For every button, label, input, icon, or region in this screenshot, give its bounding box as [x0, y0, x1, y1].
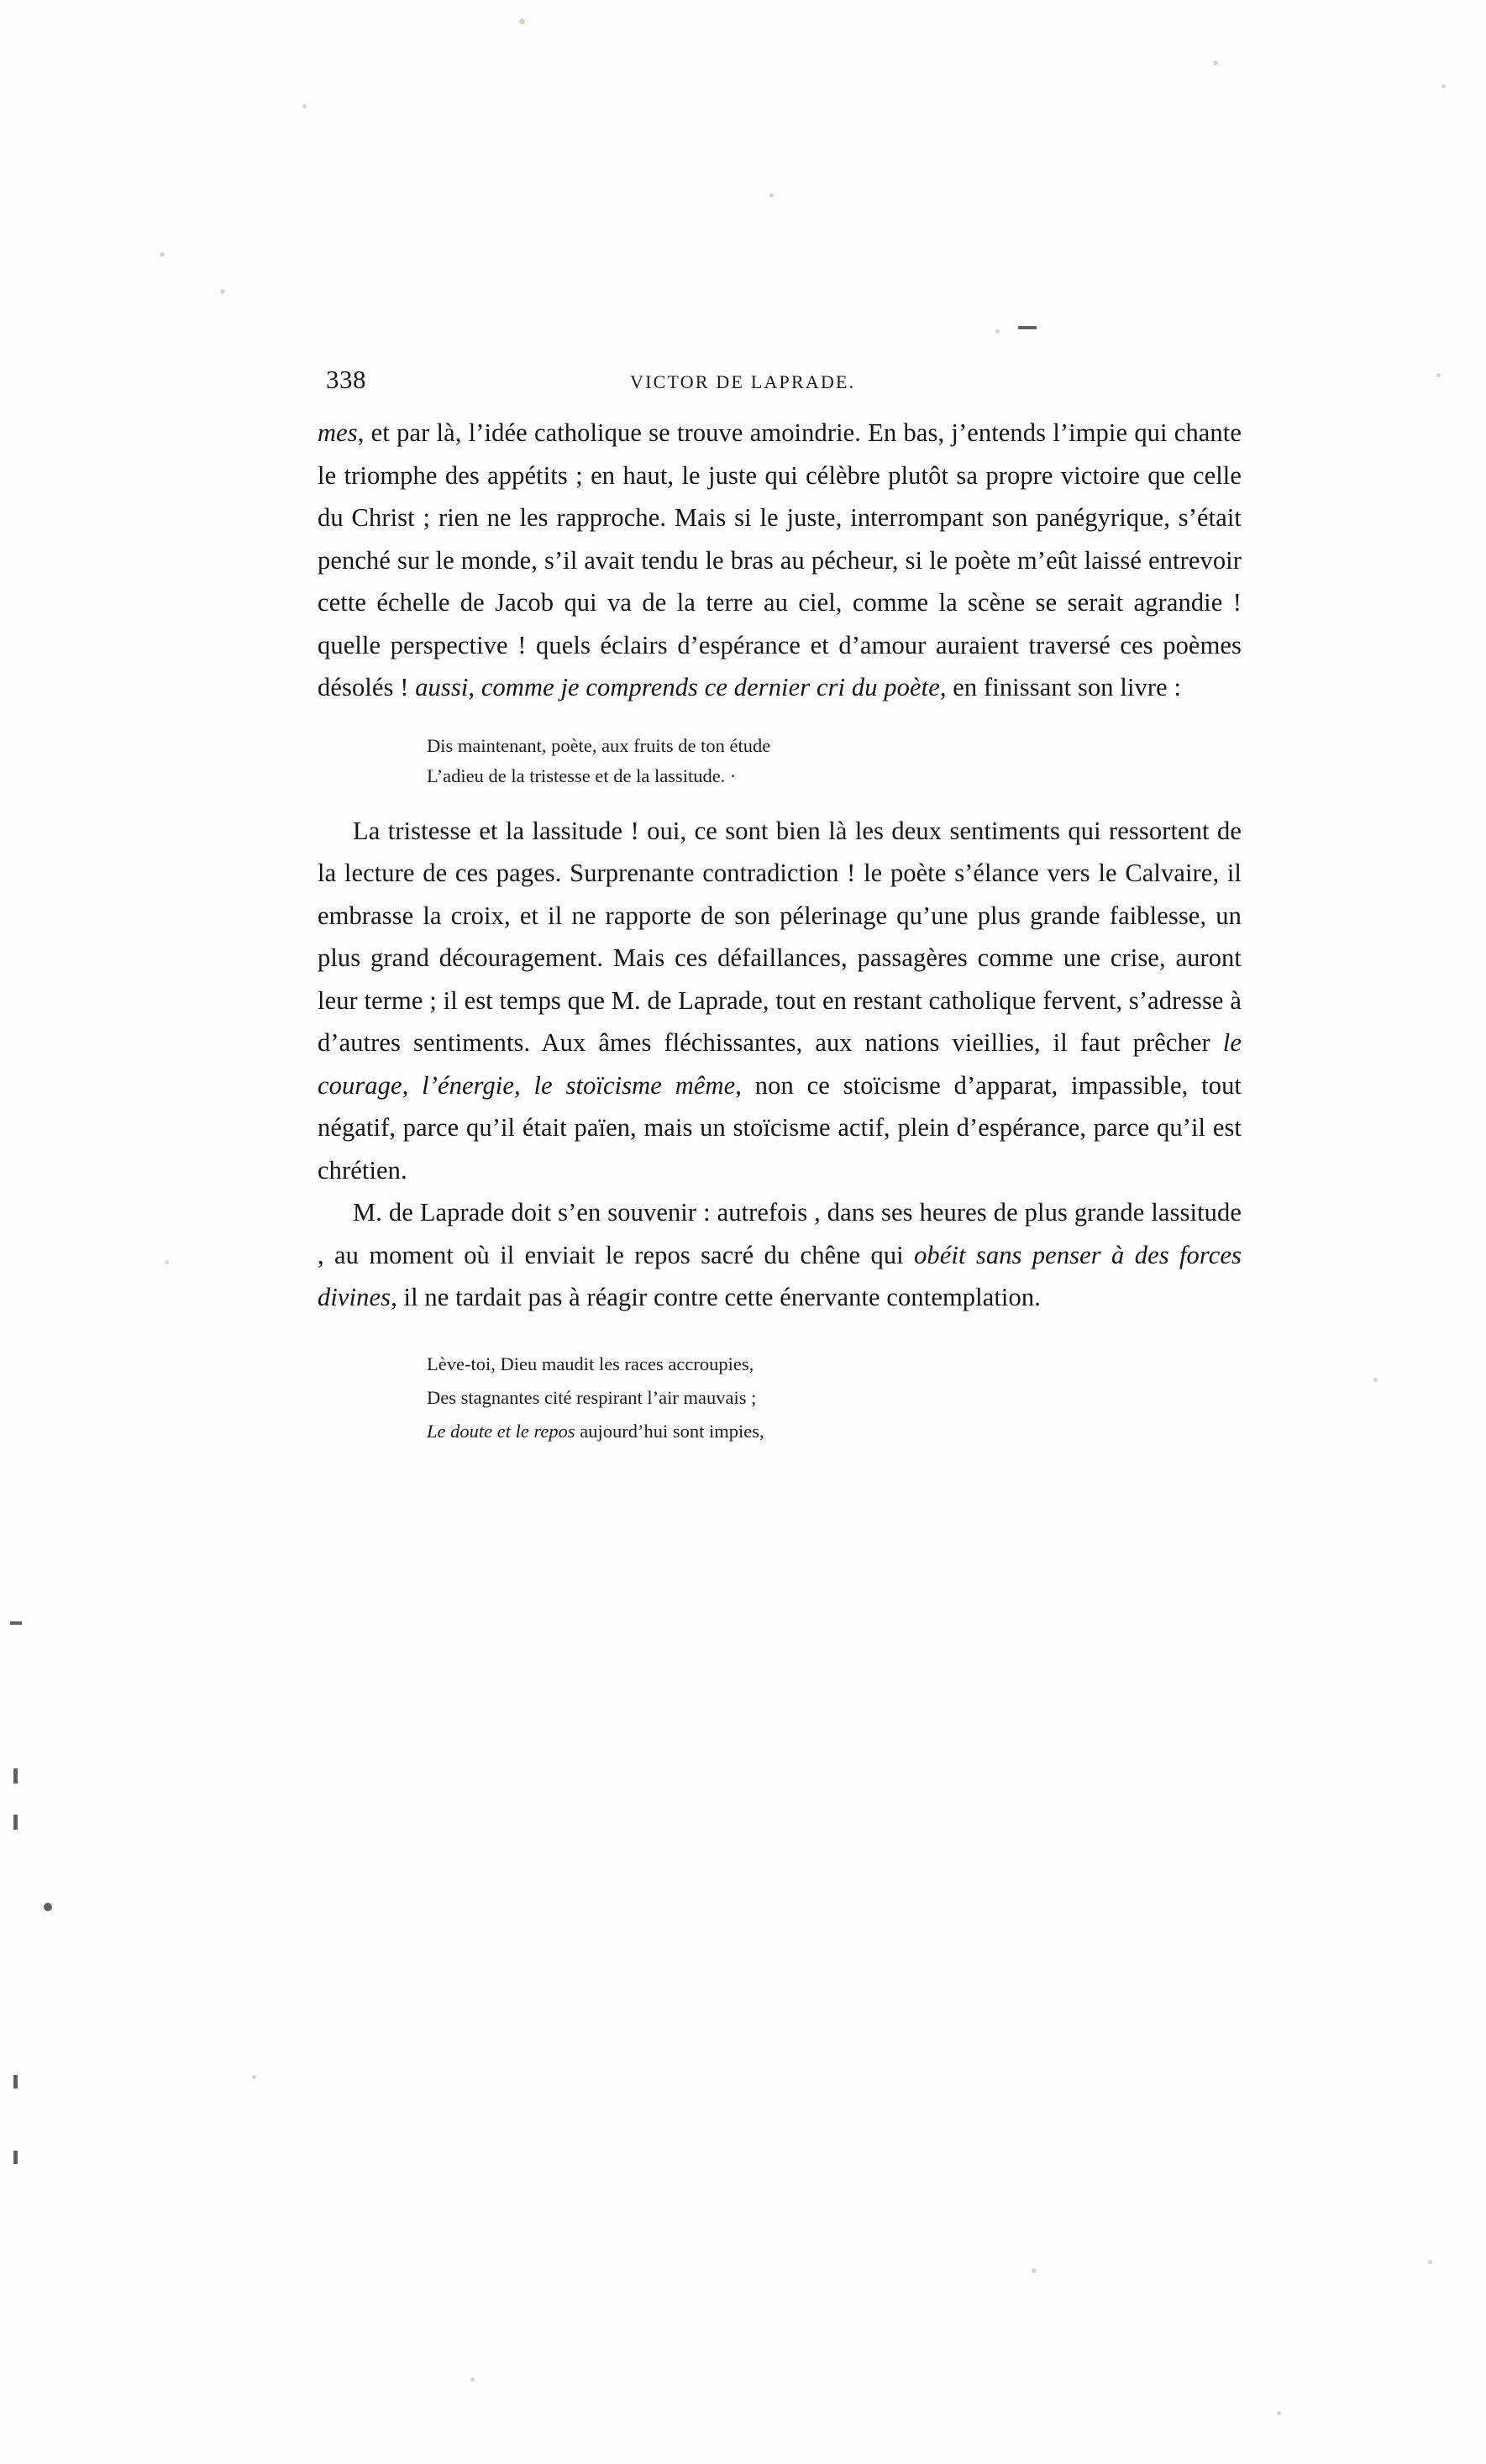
edge-mark	[13, 1768, 18, 1784]
edge-mark	[44, 1903, 52, 1911]
paragraph-2: La tristesse et la lassitude ! oui, ce sont bien là les deux sentiments qui ressortent de la lecture de ces pages. Surprenante contradiction ! le poète s’élance vers le Calvaire, il embrasse la croix, et il ne rapporte de son pélerinage qu’une plus grande faiblesse, un plus grand découragement. Mais ces défaillances, passagères comme une crise, auront leur terme ; il est temps que M. de Laprade, tout en restant catholique fervent, s’adresse à d’autres sentiments. Aux âmes fléchissantes, aux nations vieillies, il faut prêcher le courage, l’énergie, le stoïcisme même, non ce stoïcisme d’apparat, impassible, tout négatif, parce qu’il était païen, mais un stoïcisme actif, plein d’espérance, parce qu’il est chrétien.	[318, 816, 1242, 1185]
scan-speck	[160, 252, 165, 257]
edge-mark	[13, 2075, 18, 2088]
page-number: 338	[326, 365, 366, 394]
verse-quote-1	[318, 731, 1242, 791]
italic-phrase: Le doute et le repos	[427, 1420, 575, 1442]
italic-word: mes	[318, 418, 358, 447]
text-column	[318, 353, 1242, 1467]
scan-speck	[519, 18, 525, 24]
scan-speck	[1441, 84, 1446, 88]
scan-speck	[302, 104, 307, 108]
scan-speck	[1428, 2260, 1432, 2264]
scan-speck	[220, 289, 225, 294]
edge-mark	[10, 1621, 22, 1625]
scan-speck	[470, 2377, 475, 2382]
scan-speck	[995, 329, 1000, 334]
verse-line: L’adieu de la tristesse et de la lassitude. ·	[427, 764, 737, 786]
page-header	[318, 353, 1242, 412]
scan-speck	[1032, 2268, 1037, 2273]
italic-phrase: aussi, comme je comprends ce dernier cri du poète,	[415, 673, 947, 701]
scan-speck	[252, 2075, 256, 2079]
scan-speck	[769, 193, 774, 197]
scan-speck	[1213, 60, 1218, 66]
scan-speck	[1373, 1378, 1378, 1382]
edge-mark	[13, 2151, 18, 2164]
verse-quote-2	[318, 1348, 1242, 1448]
running-head: VICTOR DE LAPRADE.	[630, 371, 856, 392]
italic-phrase: obéit sans penser à des forces divines,	[318, 1240, 1242, 1311]
paragraph-1: mes, et par là, l’idée catholique se trouve amoindrie. En bas, j’entends l’impie qui chante le triomphe des appétits ; en haut, le juste qui célèbre plutôt sa propre victoire que celle du Christ ; rien ne les rapproche. Mais si le juste, interrompant son panégyrique, s’était penché sur le monde, s’il avait tendu le bras au pécheur, si le poète m’eût laissé entrevoir cette échelle de Jacob qui va de la terre au ciel, comme la scène se serait agrandie ! quelle perspective ! quels éclairs d’espérance et d’amour auraient traversé ces poèmes désolés ! aussi, comme je comprends ce dernier cri du poète, en finissant son livre :	[318, 418, 1242, 701]
edge-mark	[13, 1815, 18, 1830]
edge-mark	[1018, 326, 1037, 329]
verse-line: Dis maintenant, poète, aux fruits de ton étude	[427, 734, 771, 756]
scan-speck	[1436, 373, 1441, 377]
verse-line: Lève-toi, Dieu maudit les races accroupies,	[427, 1353, 754, 1374]
scan-speck	[165, 1260, 169, 1264]
verse-line: Des stagnantes cité respirant l’air mauvais ;	[427, 1386, 757, 1408]
paragraph-3: M. de Laprade doit s’en souvenir : autrefois , dans ses heures de plus grande lassitude , au moment où il enviait le repos sacré du chêne qui obéit sans penser à des forces divines, il ne tardait pas à réagir contre cette énervante contemplation.	[318, 1198, 1242, 1311]
scan-speck	[1277, 2411, 1281, 2415]
italic-phrase: le courage, l’énergie, le stoïcisme même,	[318, 1028, 1242, 1100]
verse-line: Le doute et le repos aujourd’hui sont impies,	[427, 1420, 764, 1442]
